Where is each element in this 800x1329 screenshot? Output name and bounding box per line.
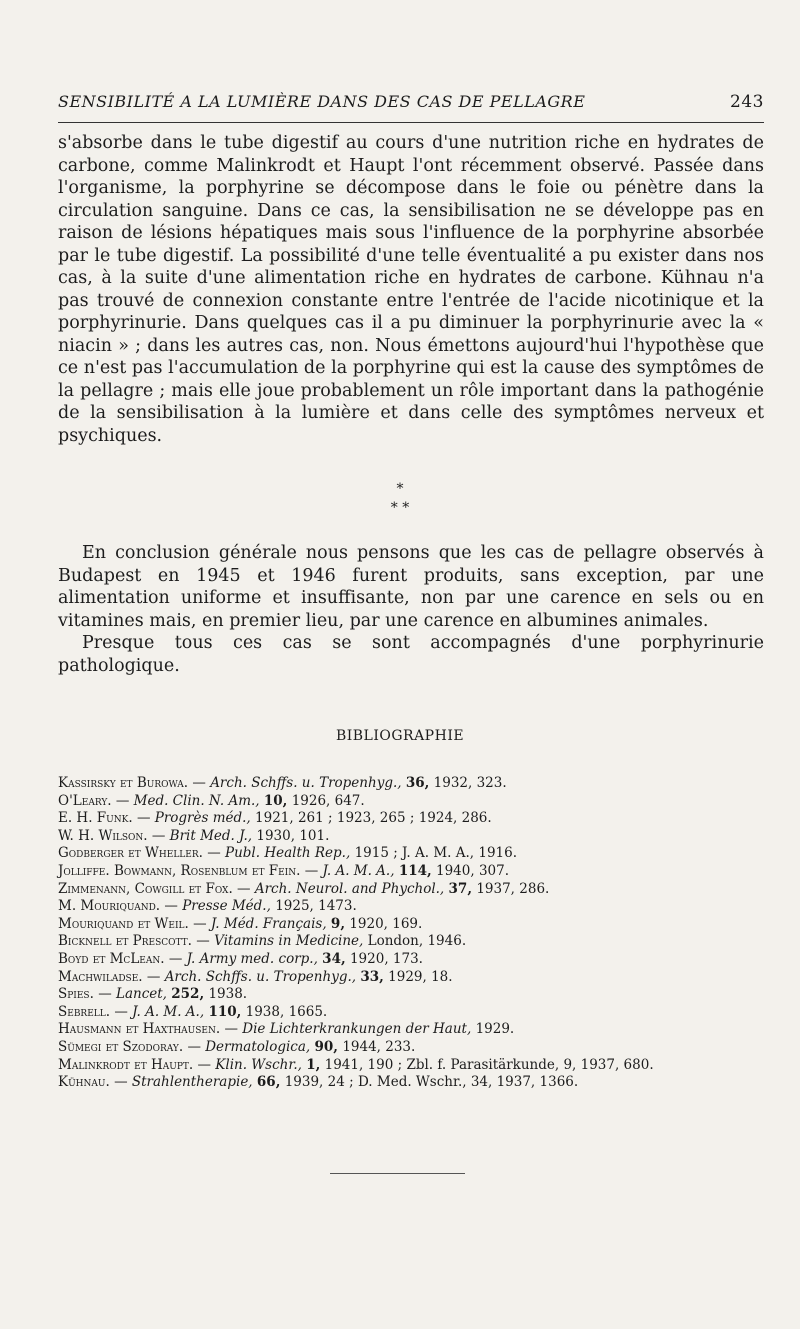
reference-item	[58, 1074, 764, 1092]
reference-authors: Machwiladse.	[58, 968, 143, 985]
reference-authors: E. H. Funk.	[58, 810, 133, 827]
conclusion-section	[58, 542, 764, 677]
reference-volume: 34,	[322, 950, 346, 967]
reference-authors: Godberger et Wheller.	[58, 845, 203, 862]
reference-dash: —	[115, 792, 134, 809]
reference-item	[58, 793, 764, 811]
reference-details: 1941, 190 ; Zbl. f. Parasitärkunde, 9, 1937, 680.	[324, 1056, 654, 1073]
reference-details: 1932, 323.	[433, 775, 507, 791]
reference-authors: Spies.	[58, 986, 94, 1003]
reference-details: 1937, 286.	[476, 880, 550, 897]
reference-dash: —	[136, 810, 155, 827]
reference-item	[58, 933, 764, 951]
reference-details: 1930, 101.	[256, 827, 330, 844]
reference-journal: J. Army med. corp.,	[186, 950, 318, 967]
reference-authors: Jolliffe. Bowmann, Rosenblum et Fein.	[58, 862, 301, 879]
reference-journal: Klin. Wschr.,	[215, 1056, 302, 1073]
reference-details: London, 1946.	[367, 933, 467, 950]
reference-details: 1929.	[475, 1021, 515, 1038]
reference-journal: Vitamins in Medicine,	[214, 933, 364, 950]
reference-authors: O'Leary.	[58, 792, 112, 809]
reference-item	[58, 1004, 764, 1022]
reference-volume: 66,	[256, 1074, 281, 1091]
bibliography-list	[58, 775, 764, 1092]
reference-journal: Lancet,	[115, 986, 167, 1003]
reference-item	[58, 810, 764, 828]
reference-item	[58, 898, 764, 916]
reference-volume: 37,	[448, 880, 473, 897]
separator-star-top: *	[396, 481, 404, 497]
reference-item	[58, 863, 764, 881]
reference-dash: —	[304, 862, 323, 879]
reference-details: 1938.	[208, 986, 248, 1003]
body-text	[58, 132, 764, 447]
reference-volume: 110,	[208, 1003, 242, 1020]
reference-dash: —	[114, 1003, 133, 1020]
reference-details: 1915 ; J. A. M. A., 1916.	[354, 845, 518, 862]
reference-journal: Arch. Schffs. u. Tropenhyg.,	[164, 968, 357, 985]
reference-dash: —	[224, 1021, 243, 1038]
reference-journal: Dermatologica,	[205, 1038, 311, 1055]
reference-journal: J. A. M. A.,	[132, 1003, 205, 1020]
reference-authors: W. H. Wilson.	[58, 827, 148, 844]
reference-journal: J. Méd. Français,	[210, 915, 327, 932]
reference-authors: Kühnau.	[58, 1074, 110, 1091]
reference-details: 1939, 24 ; D. Med. Wschr., 34, 1937, 1366.	[284, 1074, 579, 1091]
reference-volume: 33,	[360, 968, 384, 985]
reference-item	[58, 1057, 764, 1075]
running-title: SENSIBILITÉ A LA LUMIÈRE DANS DES CAS DE PELLAGRE	[58, 92, 586, 111]
reference-dash: —	[237, 880, 255, 897]
reference-details: 1921, 261 ; 1923, 265 ; 1924, 286.	[255, 810, 492, 827]
reference-authors: Hausmann et Haxthausen.	[58, 1021, 221, 1038]
reference-authors: M. Mouriquand.	[58, 898, 161, 915]
reference-dash: —	[98, 986, 116, 1003]
reference-authors: Mouriquand et Weil.	[58, 915, 189, 932]
reference-details: 1938, 1665.	[245, 1003, 328, 1020]
reference-dash: —	[187, 1038, 206, 1055]
reference-item	[58, 845, 764, 863]
reference-details: 1940, 307.	[436, 862, 509, 879]
reference-journal: Strahlentherapie,	[131, 1074, 253, 1091]
body-paragraph: s'absorbe dans le tube digestif au cours d'une nutrition riche en hydrates de carbone, comme Malinkrodt et Haupt l'ont récemment observé. Passée dans l'organisme, la porphyrine se décompose dans le foie ou pénètre dans la circulation sanguine. Dans ce cas, la sensibilisation ne se développe pas en raison de lésions hépatiques mais sous l'influence de la porphyrine absorbée par le tube digestif. La possibilité d'une telle éventualité a pu exister dans nos cas, à la suite d'une alimentation riche en hydrates de carbone. Kühnau n'a pas trouvé de connexion constante entre l'entrée de l'acide nicotinique et la porphyrinurie. Dans quelques cas il a pu diminuer la porphyrinurie avec la « niacin » ; dans les autres cas, non. Nous émettons aujourd'hui l'hypothèse que ce n'est pas l'accumulation de la porphyrine qui est la cause des symptômes de la pellagre ; mais elle joue probablement un rôle important dans la pathogénie de la sensibilisation à la lumière et dans celle des symptômes nerveux et psychiques.	[58, 133, 764, 446]
reference-item	[58, 775, 764, 793]
reference-details: 1944, 233.	[342, 1038, 416, 1055]
reference-authors: Kassirsky et Burowa.	[58, 775, 189, 791]
reference-volume: 90,	[314, 1038, 339, 1055]
reference-details: 1926, 647.	[291, 792, 365, 809]
reference-dash: —	[151, 827, 170, 844]
reference-journal: Arch. Neurol. and Phychol.,	[254, 880, 445, 897]
reference-item	[58, 1039, 764, 1057]
reference-journal: Brit Med. J.,	[169, 827, 253, 844]
reference-volume: 10,	[263, 792, 288, 809]
reference-item	[58, 916, 764, 934]
reference-journal: Presse Méd.,	[182, 898, 271, 915]
separator-stars-bottom: * *	[390, 500, 410, 516]
reference-authors: Sümegi et Szodoray.	[58, 1038, 184, 1055]
reference-dash: —	[193, 915, 211, 932]
reference-dash: —	[207, 845, 226, 862]
end-rule	[330, 1173, 465, 1174]
reference-volume: 36,	[405, 775, 430, 791]
reference-details: 1929, 18.	[388, 968, 453, 985]
reference-journal: Med. Clin. N. Am.,	[133, 792, 260, 809]
reference-journal: Die Lichterkrankungen der Haut,	[242, 1021, 472, 1038]
reference-dash: —	[146, 968, 165, 985]
page-number: 243	[730, 92, 764, 112]
reference-details: 1920, 169.	[349, 915, 423, 932]
reference-volume: 252,	[171, 986, 205, 1003]
bibliography-title: BIBLIOGRAPHIE	[335, 728, 465, 744]
reference-journal: Progrès méd.,	[154, 810, 251, 827]
reference-dash: —	[192, 775, 211, 791]
reference-item	[58, 951, 764, 969]
reference-dash: —	[114, 1074, 132, 1091]
reference-volume: 114,	[398, 862, 432, 879]
reference-dash: —	[164, 898, 183, 915]
reference-authors: Malinkrodt et Haupt.	[58, 1056, 194, 1073]
reference-details: 1925, 1473.	[275, 898, 357, 915]
reference-journal: J. A. M. A.,	[322, 862, 395, 879]
reference-authors: Zimmenann, Cowgill et Fox.	[58, 880, 233, 897]
reference-journal: Arch. Schffs. u. Tropenhyg.,	[210, 775, 402, 791]
reference-dash: —	[196, 933, 215, 950]
reference-item	[58, 828, 764, 846]
running-header	[58, 92, 764, 112]
reference-volume: 1,	[306, 1056, 321, 1073]
conclusion-paragraph-2: Presque tous ces cas se sont accompagnés d'une porphyrinurie pathologique.	[58, 633, 764, 676]
header-rule	[58, 122, 764, 123]
conclusion-paragraph-1: En conclusion générale nous pensons que les cas de pellagre observés à Budapest en 1945 et 1946 furent produits, sans exception, par une alimentation uniforme et insuffisante, non par une carence en sels ou en vitamines mais, en premier lieu, par une carence en albumines animales.	[58, 543, 764, 631]
reference-details: 1920, 173.	[349, 950, 423, 967]
reference-item	[58, 1021, 764, 1039]
reference-authors: Boyd et McLean.	[58, 950, 165, 967]
reference-authors: Sebrell.	[58, 1003, 111, 1020]
reference-dash: —	[168, 950, 187, 967]
reference-volume: 9,	[330, 915, 346, 932]
reference-item	[58, 881, 764, 899]
reference-authors: Bicknell et Prescott.	[58, 933, 192, 950]
reference-item	[58, 969, 764, 987]
reference-journal: Publ. Health Rep.,	[225, 845, 351, 862]
reference-dash: —	[197, 1056, 216, 1073]
reference-item	[58, 986, 764, 1004]
